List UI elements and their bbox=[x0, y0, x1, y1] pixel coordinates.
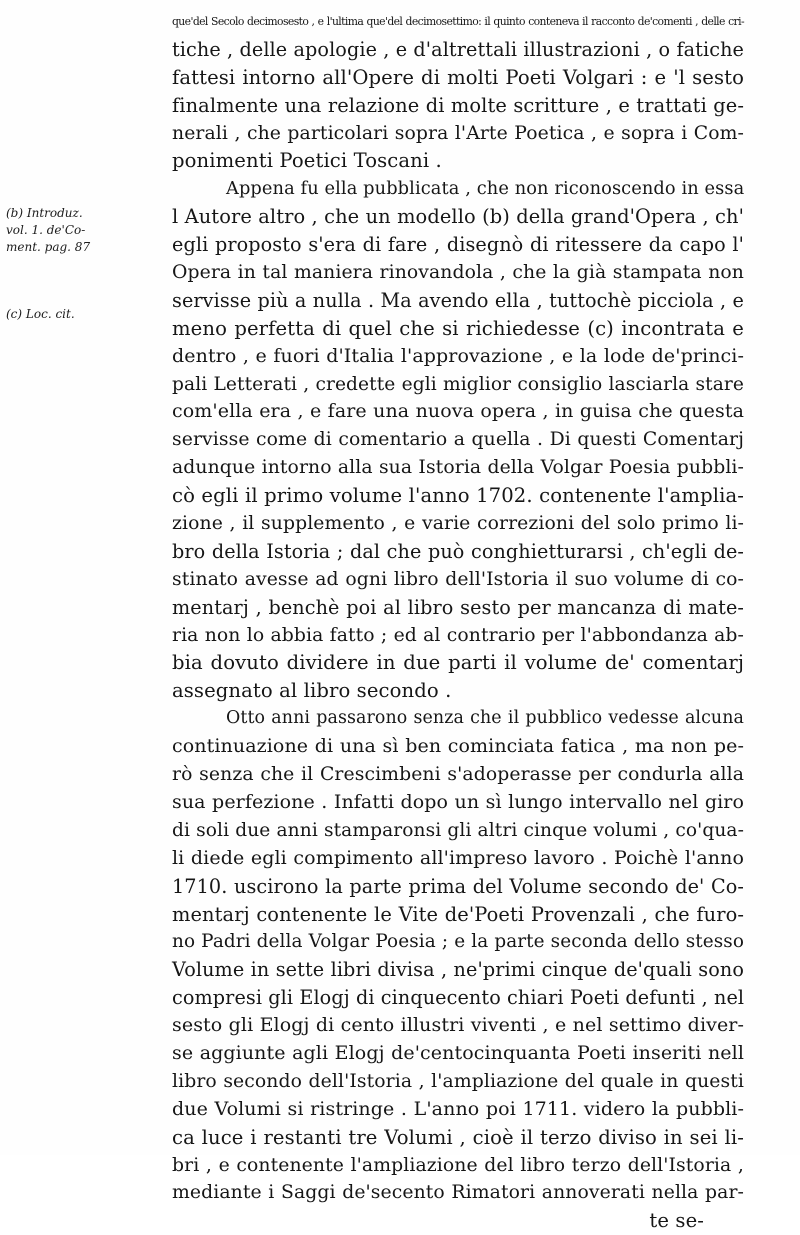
text-line: com'ella era , e fare una nuova opera , in guisa che questa bbox=[172, 400, 744, 423]
text-line: assegnato al libro secondo . bbox=[172, 679, 452, 703]
text-line: servisse come di comentario a quella . Di questi Comentarj bbox=[172, 429, 744, 451]
text-line: mentarj contenente le Vite de'Poeti Provenzali , che furo- bbox=[172, 902, 744, 926]
margin-note-b-page: ment. pag. 87 bbox=[6, 240, 91, 254]
text-line: ca luce i restanti tre Volumi , cioè il terzo diviso in sei li- bbox=[172, 1125, 744, 1149]
catchword: te se- bbox=[649, 1209, 704, 1233]
text-line: finalmente una relazione di molte scritture , e trattati ge- bbox=[172, 93, 744, 117]
body-text bbox=[172, 8, 744, 1235]
text-line: mentarj , benchè poi al libro sesto per mancanza di mate- bbox=[172, 595, 744, 619]
text-line: bro della Istoria ; dal che può conghietturarsi , ch'egli de- bbox=[172, 539, 744, 563]
text-line: adunque intorno alla sua Istoria della Volgar Poesia pubbli- bbox=[172, 457, 744, 479]
text-line: sua perfezione . Infatti dopo un sì lungo intervallo nel giro bbox=[172, 790, 744, 813]
text-line: due Volumi si ristringe . L'anno poi 1711. videro la pubbli- bbox=[172, 1097, 744, 1120]
margin-notes bbox=[0, 0, 175, 1155]
text-line: no Padri della Volgar Poesia ; e la parte seconda dello stesso bbox=[172, 931, 744, 953]
text-line: di soli due anni stamparonsi gli altri cinque volumi , co'qua- bbox=[172, 819, 744, 841]
margin-note-c-ref: (c) Loc. cit. bbox=[6, 307, 75, 321]
text-line: egli proposto s'era di fare , disegnò di ritessere da capo l' bbox=[172, 233, 744, 257]
text-line: Appena fu ella pubblicata , che non riconoscendo in essa bbox=[226, 178, 745, 200]
margin-note-b-ref: (b) Introduz. bbox=[6, 206, 83, 220]
text-line: 1710. uscirono la parte prima del Volume secondo de' Co- bbox=[172, 874, 744, 898]
text-line: continuazione di una sì ben cominciata fatica , ma non pe- bbox=[172, 735, 744, 758]
text-line: ria non lo abbia fatto ; ed al contrario per l'abbondanza ab- bbox=[172, 624, 744, 646]
text-line: sesto gli Elogj di cento illustri viventi , e nel settimo diver- bbox=[172, 1014, 744, 1037]
text-line: stinato avesse ad ogni libro dell'Istoria il suo volume di co- bbox=[172, 568, 744, 590]
text-line: compresi gli Elogj di cinquecento chiari Poeti defunti , nel bbox=[172, 986, 745, 1010]
text-line: nerali , che particolari sopra l'Arte Poetica , e sopra i Com- bbox=[172, 122, 744, 144]
text-line: libro secondo dell'Istoria , l'ampliazione del quale in questi bbox=[172, 1070, 744, 1092]
margin-note-b-vol: vol. 1. de'Co- bbox=[6, 223, 86, 237]
text-line: l Autore altro , che un modello (b) della grand'Opera , ch' bbox=[172, 205, 744, 229]
text-line: bri , e contenente l'ampliazione del libro terzo dell'Istoria , bbox=[172, 1154, 744, 1176]
text-line: Otto anni passarono senza che il pubblico vedesse alcuna bbox=[226, 708, 744, 729]
text-line: dentro , e fuori d'Italia l'approvazione , e la lode de'princi- bbox=[172, 344, 744, 367]
text-line: Opera in tal maniera rinovandola , che la già stampata non bbox=[172, 262, 744, 284]
text-line: tiche , delle apologie , e d'altrettali illustrazioni , o fatiche bbox=[172, 37, 744, 61]
text-line: servisse più a nulla . Ma avendo ella , tuttochè picciola , e bbox=[172, 288, 744, 312]
text-line: mediante i Saggi de'secento Rimatori annoverati nella par- bbox=[172, 1182, 744, 1204]
text-line: se aggiunte agli Elogj de'centocinquanta Poeti inseriti nell bbox=[172, 1041, 744, 1064]
text-line: fattesi intorno all'Opere di molti Poeti Volgari : e 'l sesto bbox=[172, 65, 744, 89]
text-line: rò senza che il Crescimbeni s'adoperasse per condurla alla bbox=[172, 764, 744, 786]
text-line: zione , il supplemento , e varie correzioni del solo primo li- bbox=[172, 513, 744, 535]
text-line: bia dovuto dividere in due parti il volume de' comentarj bbox=[172, 651, 744, 675]
text-line: Volume in sette libri divisa , ne'primi cinque de'quali sono bbox=[172, 958, 744, 982]
text-line: li diede egli compimento all'impreso lavoro . Poichè l'anno bbox=[172, 846, 744, 869]
text-line: meno perfetta di quel che si richiedesse (c) incontrata e bbox=[172, 316, 744, 340]
text-line: ponimenti Poetici Toscani . bbox=[172, 149, 442, 173]
text-line: cò egli il primo volume l'anno 1702. contenente l'amplia- bbox=[172, 484, 744, 508]
text-line: que'del Secolo decimosesto , e l'ultima que'del decimosettimo: il quinto conteneva il racconto de'comenti , delle cri- bbox=[172, 15, 744, 28]
text-line: pali Letterati , credette egli miglior consiglio lasciarla stare bbox=[172, 373, 744, 395]
